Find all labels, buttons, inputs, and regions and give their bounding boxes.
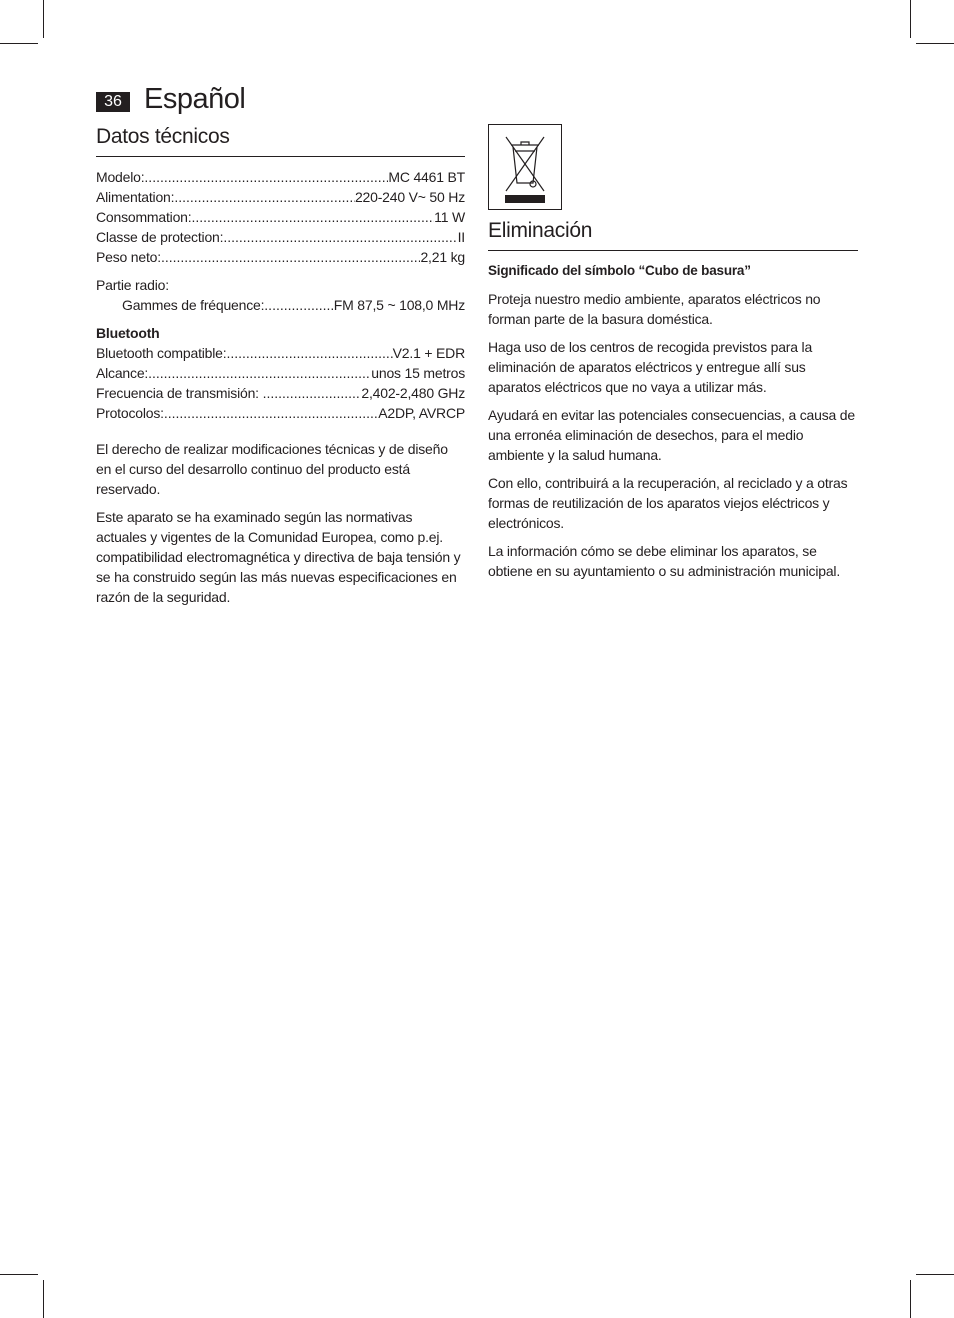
spec-label: Bluetooth compatible:	[96, 345, 227, 361]
spec-row-bt-version	[96, 343, 465, 363]
disposal-title: Eliminación	[488, 218, 858, 251]
spec-value: 220-240 V~ 50 Hz	[354, 189, 465, 205]
crop-mark	[910, 0, 911, 38]
bluetooth-heading: Bluetooth	[96, 325, 160, 341]
spec-row-consumption	[96, 207, 465, 227]
spec-row-bt-range	[96, 363, 465, 383]
spec-row-model	[96, 167, 465, 187]
spec-value: II	[457, 229, 465, 245]
technical-data-section	[96, 124, 465, 607]
disposal-paragraph: Proteja nuestro medio ambiente, aparatos eléctricos no forman parte de la basura doméstica.	[488, 291, 821, 327]
spec-value: unos 15 metros	[371, 365, 465, 381]
spec-list	[96, 167, 465, 423]
crop-mark	[0, 43, 38, 44]
crop-mark	[0, 1274, 38, 1275]
spec-label: Peso neto:	[96, 249, 161, 265]
disposal-paragraph: La información cómo se debe eliminar los aparatos, se obtiene en su ayuntamiento o su administración municipal.	[488, 543, 841, 579]
spec-value: FM 87,5 ~ 108,0 MHz	[333, 297, 465, 313]
disposal-paragraph: Con ello, contribuirá a la recuperación, al reciclado y a otras formas de reutilización de los aparatos viejos eléctricos y electrónicos.	[488, 475, 848, 531]
crop-mark	[916, 1274, 954, 1275]
spec-row-bt-frequency	[96, 383, 465, 403]
spec-value: A2DP, AVRCP	[378, 405, 465, 421]
crop-mark	[43, 0, 44, 38]
crop-mark	[910, 1280, 911, 1318]
disposal-subtitle: Significado del símbolo “Cubo de basura”	[488, 263, 751, 278]
spec-label: Classe de protection:	[96, 229, 224, 245]
disposal-section	[488, 124, 858, 581]
disposal-paragraph: Ayudará en evitar las potenciales consecuencias, a causa de una erronéa eliminación de desechos, para el medio ambiente y la salud humana.	[488, 407, 855, 463]
spec-label: Protocolos:	[96, 405, 164, 421]
crop-mark	[916, 43, 954, 44]
page-language-title: Español	[144, 83, 246, 115]
spec-row-bt-protocols	[96, 403, 465, 423]
paragraph-modifications: El derecho de realizar modificaciones técnicas y de diseño en el curso del desarrollo continuo del producto está reservado.	[96, 441, 448, 497]
disposal-paragraph: Haga uso de los centros de recogida previstos para la eliminación de aparatos eléctricos y entregue allí sus aparatos eléctricos que no vaya a utilizar más.	[488, 339, 813, 395]
crop-mark	[43, 1280, 44, 1318]
page-number: 36	[96, 92, 130, 112]
spec-label: Alcance:	[96, 365, 149, 381]
spec-label: Modelo:	[96, 169, 145, 185]
spec-value: V2.1 + EDR	[392, 345, 465, 361]
spec-label: Consommation:	[96, 209, 192, 225]
spec-value: 11 W	[434, 209, 465, 225]
crossed-out-wheelie-bin-icon	[488, 124, 562, 210]
technical-data-title: Datos técnicos	[96, 124, 465, 157]
spec-value: MC 4461 BT	[388, 169, 465, 185]
radio-label: Partie radio:	[96, 277, 169, 293]
spec-row-power	[96, 187, 465, 207]
spec-label: Frecuencia de transmisión:	[96, 385, 263, 401]
spec-label: Alimentation:	[96, 189, 175, 205]
spec-value: 2,21 kg	[420, 249, 465, 265]
spec-row-protection-class	[96, 227, 465, 247]
spec-row-frequency-range	[96, 295, 465, 315]
spec-label: Gammes de fréquence:	[122, 297, 265, 313]
paragraph-compliance: Este aparato se ha examinado según las normativas actuales y vigentes de la Comunidad Europea, como p.ej. compatibilidad electromagnética y directiva de baja tensión y se ha construido según las más nuevas especificaciones en razón de la seguridad.	[96, 509, 461, 605]
spec-row-weight	[96, 247, 465, 267]
spec-value: 2,402-2,480 GHz	[361, 385, 465, 401]
